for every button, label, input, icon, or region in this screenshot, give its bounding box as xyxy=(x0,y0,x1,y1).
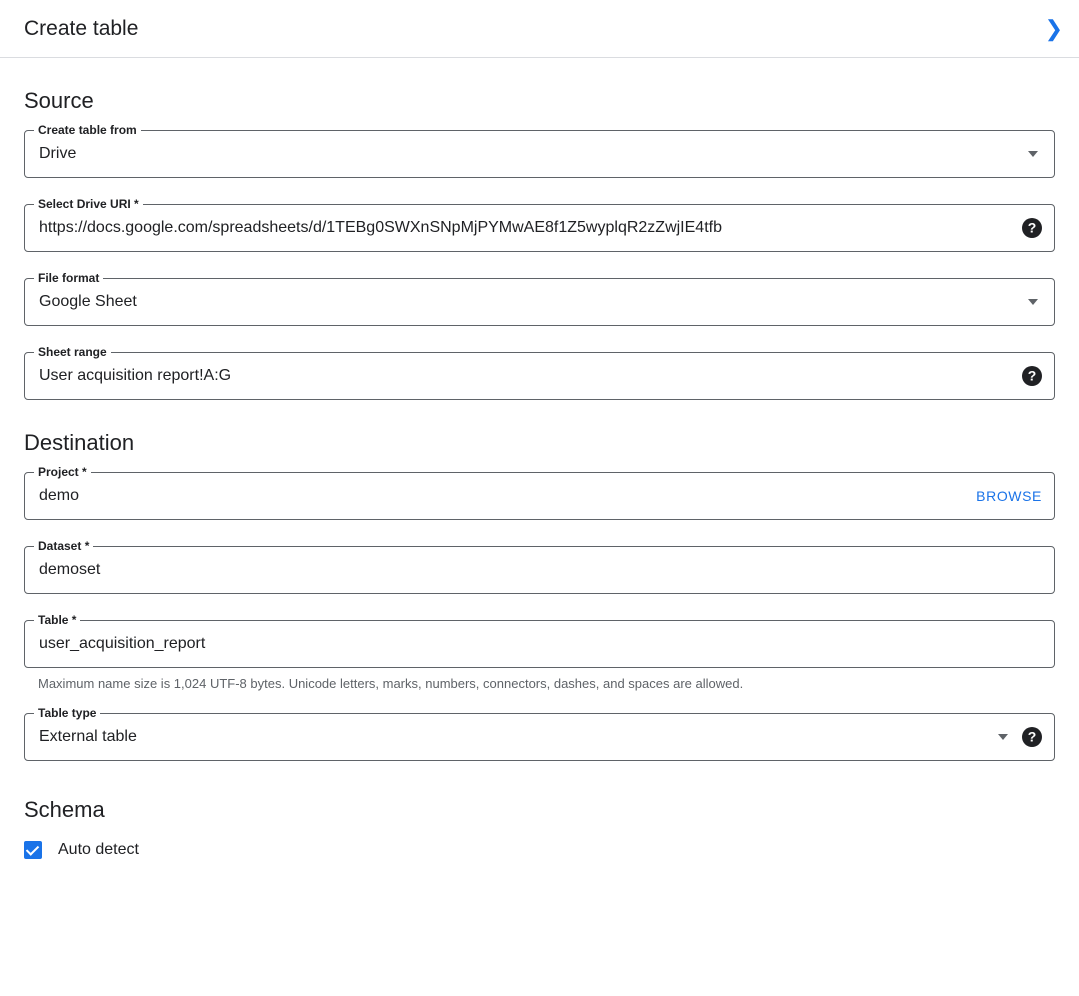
chevron-down-icon[interactable] xyxy=(1028,151,1038,157)
auto-detect-checkbox[interactable] xyxy=(24,841,42,859)
help-icon[interactable] xyxy=(1022,218,1042,238)
form-content xyxy=(0,88,1079,859)
file-format-label: File format xyxy=(34,271,103,285)
table-label: Table * xyxy=(34,613,80,627)
drive-uri-field[interactable] xyxy=(24,197,1055,252)
sheet-range-input[interactable]: User acquisition report!A:G xyxy=(39,367,232,384)
browse-button[interactable]: BROWSE xyxy=(976,488,1042,504)
section-title-destination: Destination xyxy=(24,430,135,455)
table-helper-text: Maximum name size is 1,024 UTF-8 bytes. Unicode letters, marks, numbers, connectors, dashes, and spaces are allowed. xyxy=(38,676,744,691)
create-table-from-label: Create table from xyxy=(34,123,141,137)
section-title-schema: Schema xyxy=(24,797,105,822)
auto-detect-label[interactable]: Auto detect xyxy=(58,841,139,858)
drive-uri-input[interactable]: https://docs.google.com/spreadsheets/d/1TEBg0SWXnSNpMjPYMwAE8f1Z5wyplqR2zZwjIE4tfb xyxy=(39,219,722,236)
create-table-from-value: Drive xyxy=(39,145,77,162)
help-icon[interactable] xyxy=(1022,727,1042,747)
help-icon-glyph: ? xyxy=(1027,367,1037,384)
chevron-down-icon[interactable] xyxy=(998,734,1008,740)
dialog-header xyxy=(0,0,1079,58)
dataset-field[interactable] xyxy=(24,539,1055,594)
dataset-label: Dataset * xyxy=(34,539,93,553)
table-input[interactable]: user_acquisition_report xyxy=(39,635,206,652)
project-input[interactable]: demo xyxy=(39,487,80,504)
table-type-value: External table xyxy=(39,728,137,745)
auto-detect-row[interactable] xyxy=(24,841,1055,859)
table-type-select[interactable] xyxy=(24,706,1055,761)
help-icon-glyph: ? xyxy=(1027,728,1037,745)
help-icon-glyph: ? xyxy=(1027,219,1037,236)
drive-uri-label: Select Drive URI * xyxy=(34,197,143,211)
table-field[interactable] xyxy=(24,613,1055,668)
file-format-value: Google Sheet xyxy=(39,293,137,310)
table-type-label: Table type xyxy=(34,706,100,720)
chevron-down-icon[interactable] xyxy=(1028,299,1038,305)
page-title: Create table xyxy=(24,16,139,40)
file-format-select[interactable] xyxy=(24,271,1055,326)
help-icon[interactable] xyxy=(1022,366,1042,386)
dataset-input[interactable]: demoset xyxy=(39,561,101,578)
create-table-from-select[interactable] xyxy=(24,123,1055,178)
sheet-range-field[interactable] xyxy=(24,345,1055,400)
section-title-source: Source xyxy=(24,88,94,113)
project-field[interactable] xyxy=(24,465,1055,520)
project-label: Project * xyxy=(34,465,91,479)
sheet-range-label: Sheet range xyxy=(34,345,111,359)
chevron-right-icon[interactable]: ❯ xyxy=(1044,15,1063,41)
